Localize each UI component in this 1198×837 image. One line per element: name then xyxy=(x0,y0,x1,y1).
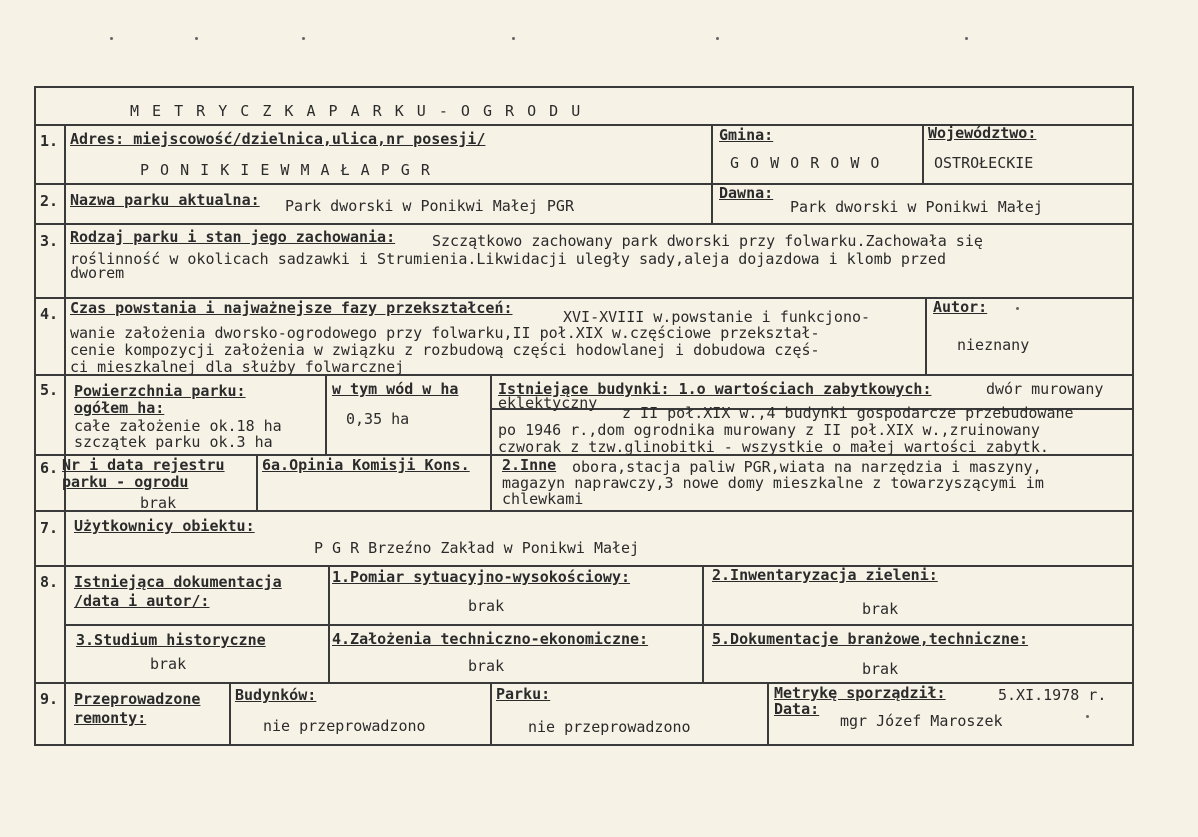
author-value: nieznany xyxy=(957,336,1030,354)
documentation-label: Istniejąca dokumentacja xyxy=(74,573,282,591)
address-value: P O N I K I E W M A Ł A P G R xyxy=(140,161,431,179)
prepared-by-label: Metrykę sporządził: xyxy=(774,684,946,702)
survey-label: 1.Pomiar sytuacyjno-wysokościowy: xyxy=(332,568,631,586)
prepared-by-value: mgr Józef Maroszek xyxy=(840,712,1003,730)
history-phases-line: wanie założenia dworsko-ogrodowego przy folwarku,II poł.XIX w.częściowe przekształ- xyxy=(70,324,820,342)
row-divider xyxy=(34,682,1134,684)
park-type-line: roślinność w okolicach sadzawki i Strumienia.Likwidacji uległy sady,aleja dojazdowa i klomb przed xyxy=(70,250,946,268)
branch-documentation-label: 5.Dokumentacje branżowe,techniczne: xyxy=(712,630,1029,648)
gmina-label: Gmina: xyxy=(719,126,774,144)
historical-study-value: brak xyxy=(150,655,187,673)
users-value: P G R Brzeźno Zakład w Ponikwi Małej xyxy=(314,539,640,557)
repairs-label: remonty: xyxy=(74,709,147,727)
row-number: 1. xyxy=(40,132,59,150)
row-divider xyxy=(34,510,1134,512)
row-number: 2. xyxy=(40,192,59,210)
technical-economic-label: 4.Założenia techniczno-ekonomiczne: xyxy=(332,630,649,648)
cell-divider xyxy=(925,297,927,374)
existing-buildings-line: eklektyczny xyxy=(498,394,598,412)
wojewodztwo-value: OSTROŁECKIE xyxy=(934,154,1034,172)
commission-opinion-label: 6a.Opinia Komisji Kons. xyxy=(262,456,470,474)
row-number: 9. xyxy=(40,690,59,708)
cell-divider xyxy=(490,682,492,746)
former-name-label: Dawna: xyxy=(719,184,774,202)
row-number: 7. xyxy=(40,519,59,537)
park-type-line: Szczątkowo zachowany park dworski przy folwarku.Zachowała się xyxy=(432,232,983,250)
park-repairs-label: Parku: xyxy=(496,685,551,703)
history-phases-label: Czas powstania i najważnejsze fazy przekształceń: xyxy=(70,299,513,317)
register-label: Nr i data rejestru xyxy=(62,456,225,474)
history-phases-line: XVI-XVIII w.powstanie i funkcjono- xyxy=(563,308,871,326)
park-repairs-value: nie przeprowadzono xyxy=(528,718,691,736)
water-area-label: w tym wód w ha xyxy=(332,380,459,398)
other-buildings-line: magazyn naprawczy,3 nowe domy mieszkalne z towarzyszącymi im xyxy=(502,474,1044,492)
cell-divider xyxy=(328,565,330,682)
cell-divider xyxy=(767,682,769,746)
row-number: 4. xyxy=(40,305,59,323)
water-area-value: 0,35 ha xyxy=(346,410,410,428)
wojewodztwo-label: Województwo: xyxy=(928,124,1037,142)
paper-speck xyxy=(965,37,968,40)
row-divider xyxy=(34,183,1134,185)
documentation-label: /data i autor/: xyxy=(74,592,210,610)
cell-divider xyxy=(711,124,713,183)
users-label: Użytkownicy obiektu: xyxy=(74,517,255,535)
park-type-line: dworem xyxy=(70,264,125,282)
paper-speck xyxy=(716,37,719,40)
row-number: 8. xyxy=(40,573,59,591)
park-name-label: Nazwa parku aktualna: xyxy=(70,191,260,209)
number-column-divider xyxy=(64,124,66,746)
buildings-repairs-value: nie przeprowadzono xyxy=(263,717,426,735)
gmina-value: G O W O R O W O xyxy=(730,154,881,172)
technical-economic-value: brak xyxy=(468,657,505,675)
paper-speck xyxy=(1086,715,1089,718)
card-title: M E T R Y C Z K A P A R K U - O G R O D U xyxy=(130,102,583,120)
cell-divider xyxy=(702,565,704,682)
repairs-label: Przeprowadzone xyxy=(74,690,201,708)
buildings-repairs-label: Budynków: xyxy=(235,686,317,704)
area-value: całe założenie ok.18 ha xyxy=(74,417,282,435)
register-value: brak xyxy=(140,494,177,512)
row-number: 3. xyxy=(40,232,59,250)
row-number: 6. xyxy=(40,459,59,477)
row-divider xyxy=(34,223,1134,225)
park-type-label: Rodzaj parku i stan jego zachowania: xyxy=(70,228,396,246)
paper-speck xyxy=(110,37,113,40)
area-label: Powierzchnia parku: xyxy=(74,382,246,400)
other-buildings-label: 2.Inne xyxy=(502,456,557,474)
address-label: Adres: miejscowość/dzielnica,ulica,nr posesji/ xyxy=(70,130,486,148)
cell-divider xyxy=(229,682,231,746)
row-divider xyxy=(34,565,1134,567)
existing-buildings-label: Istniejące budynki: 1.o wartościach zabytkowych: xyxy=(498,380,932,398)
existing-buildings-line: dwór murowany xyxy=(986,380,1104,398)
date-label: Data: xyxy=(774,700,820,718)
row-number: 5. xyxy=(40,381,59,399)
cell-divider xyxy=(711,183,713,223)
historical-study-label: 3.Studium historyczne xyxy=(76,631,266,649)
cell-divider xyxy=(256,454,258,510)
area-total-label: ogółem ha: xyxy=(74,399,165,417)
paper-speck xyxy=(302,37,305,40)
cell-divider xyxy=(490,374,492,510)
cell-divider xyxy=(325,374,327,454)
history-phases-line: cenie kompozycji założenia w związku z rozbudową części hodowlanej i dobudowa częś- xyxy=(70,341,820,359)
paper-speck xyxy=(1016,307,1019,310)
area-value: szczątek parku ok.3 ha xyxy=(74,433,273,451)
former-name-value: Park dworski w Ponikwi Małej xyxy=(790,198,1043,216)
existing-buildings-line: czworak z tzw.glinobitki - wszystkie o małej wartości zabytk. xyxy=(498,438,1049,456)
park-name-value: Park dworski w Ponikwi Małej PGR xyxy=(285,197,574,215)
existing-buildings-line: po 1946 r.,dom ogrodnika murowany z II poł.XIX w.,zruinowany xyxy=(498,421,1040,439)
existing-buildings-line: z II poł.XIX w.,4 budynki gospodarcze przebudowane xyxy=(622,404,1074,422)
date-value: 5.XI.1978 r. xyxy=(998,686,1107,704)
paper-speck xyxy=(195,37,198,40)
branch-documentation-value: brak xyxy=(862,660,899,678)
author-label: Autor: xyxy=(933,298,988,316)
inventory-value: brak xyxy=(862,600,899,618)
survey-value: brak xyxy=(468,597,505,615)
register-label: parku - ogrodu xyxy=(62,473,189,491)
other-buildings-line: obora,stacja paliw PGR,wiata na narzędzia i maszyny, xyxy=(572,458,1042,476)
other-buildings-line: chlewkami xyxy=(502,490,584,508)
inventory-label: 2.Inwentaryzacja zieleni: xyxy=(712,566,938,584)
cell-divider xyxy=(922,124,924,183)
history-phases-line: ci mieszkalnej dla służby folwarcznej xyxy=(70,358,405,376)
paper-speck xyxy=(512,37,515,40)
row-divider xyxy=(64,624,1134,626)
